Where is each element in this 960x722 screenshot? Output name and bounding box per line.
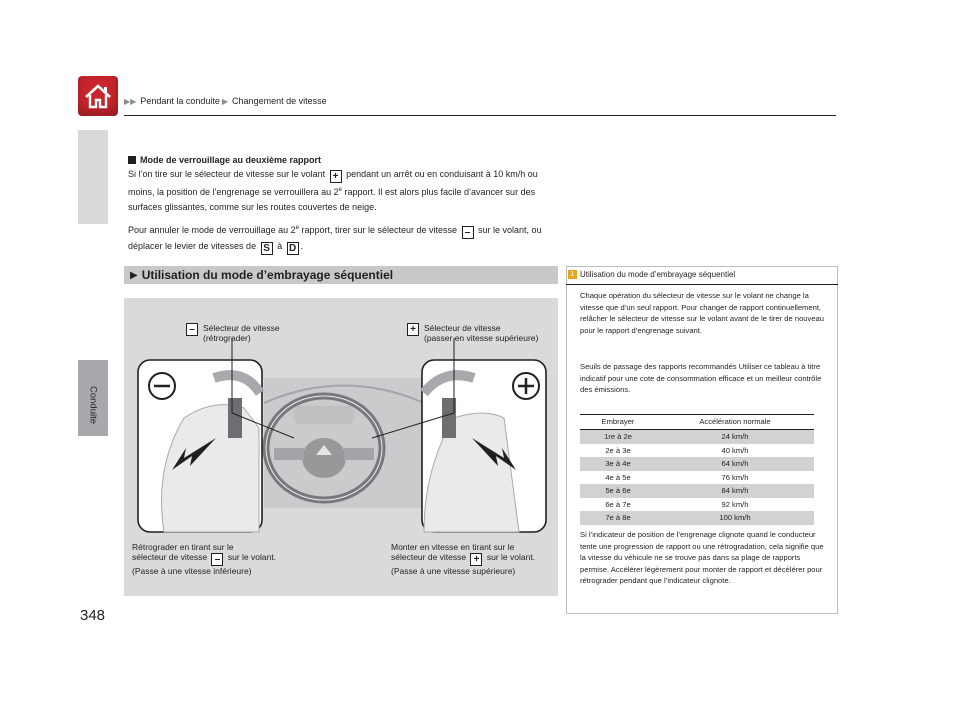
square-bullet-icon — [128, 156, 136, 164]
page-number: 348 — [80, 607, 106, 624]
table-row: 1re à 2e 24 km/h — [580, 430, 814, 444]
paragraph-second-gear-lock: Si l’on tire sur le sélecteur de vitesse sur le volant + pendant un arrêt ou en conduisant à 10 km/h ou moins, la position de l’engrenage se verrouillera au 2e rapport. Il est alors plus facile d’avancer sur des surfaces glissantes, comme sur les routes couvertes de neige. — [128, 169, 538, 212]
downshift-caption: Rétrograder en tirant sur le sélecteur de vitesse – sur le volant. (Passe à une vitesse inférieure) — [132, 542, 277, 576]
table-row: 5e à 6e 84 km/h — [580, 484, 814, 498]
side-note-title: Utilisation du mode d’embrayage séquentiel — [580, 270, 736, 279]
dashboard-drawing — [264, 378, 424, 508]
section-title: Utilisation du mode d’embrayage séquentiel — [141, 268, 394, 282]
side-note-text-3: Si l’indicateur de position de l’engrenage clignote quand le conducteur tente une progression de rapport ou une rétrogradation, cela signifie que la vitesse du véhicule ne se trouve pas dans sa plage de rapports permise. Accélérer légèrement pour monter de rapport et décélérer pour rétrograder pendant que l’indicateur clignote. — [580, 530, 824, 585]
breadcrumb-item-driving[interactable]: Pendant la conduite — [140, 96, 220, 106]
left-paddle-inset — [138, 360, 262, 532]
side-note-divider — [566, 284, 838, 285]
breadcrumb — [124, 96, 327, 106]
plus-key-icon: + — [407, 323, 419, 336]
table-row: 4e à 5e 76 km/h — [605, 472, 749, 482]
note-number-badge: 1 — [568, 270, 577, 279]
table-row: 6e à 7e 92 km/h — [605, 499, 749, 509]
downshift-paddle-label: – Sélecteur de vitesse (rétrograder) — [184, 323, 280, 343]
table-row: 2e à 3e 40 km/h — [605, 445, 749, 455]
section-marker-icon: ▶ — [130, 269, 138, 281]
chapter-label[interactable]: Conduite — [87, 385, 99, 425]
upshift-paddle-label: + Sélecteur de vitesse (passer en vitesse supérieure) — [405, 323, 538, 343]
d-key-icon: D — [287, 242, 299, 255]
side-note-text-2: Seuils de passage des rapports recommandés Utiliser ce tableau à titre indicatif pour une cote de consommation efficace et un meilleur contrôle des émissions. — [580, 362, 822, 394]
side-note-header — [568, 270, 735, 279]
section-title-bar — [124, 266, 558, 284]
minus-key-icon: – — [462, 226, 474, 239]
table-row: 7e à 8e 100 km/h — [580, 511, 814, 525]
plus-key-icon: + — [330, 170, 342, 183]
breadcrumb-arrow-icon: ▶ — [221, 96, 229, 106]
paragraph-cancel-lock: Pour annuler le mode de verrouillage au 2e rapport, tirer sur le sélecteur de vitesse – sur le volant, ou déplacer le levier de vitesses de S à D . — [128, 225, 542, 254]
table-header-gear: Embrayer — [580, 415, 656, 430]
table-row: 3e à 4e 64 km/h — [580, 457, 814, 471]
subsection-heading — [128, 155, 321, 165]
home-icon — [78, 76, 118, 116]
minus-key-icon: – — [211, 553, 223, 566]
breadcrumb-item-shifting[interactable]: Changement de vitesse — [232, 96, 327, 106]
upshift-caption: Monter en vitesse en tirant sur le sélecteur de vitesse + sur le volant. (Passe à une vitesse supérieure) — [391, 542, 536, 576]
plus-key-icon: + — [470, 553, 482, 566]
minus-key-icon: – — [186, 323, 198, 336]
shift-points-table — [580, 414, 814, 525]
home-button[interactable] — [78, 76, 118, 116]
right-paddle-inset — [422, 360, 546, 532]
subsection-heading-text: Mode de verrouillage au deuxième rapport — [140, 155, 322, 165]
s-key-icon: S — [261, 242, 273, 255]
side-note-text-1: Chaque opération du sélecteur de vitesse sur le volant ne change la vitesse que d’un seul rapport. Pour changer de rapport continuellement, relâcher le sélecteur de vitesse sur le volant avant de le tirer de nouveau pour le rapport d’engrenage suivant. — [580, 291, 824, 335]
breadcrumb-arrow-icon: ▶▶ — [124, 96, 137, 106]
header-divider — [124, 115, 836, 116]
table-header-speed: Accélération normale — [656, 415, 814, 430]
